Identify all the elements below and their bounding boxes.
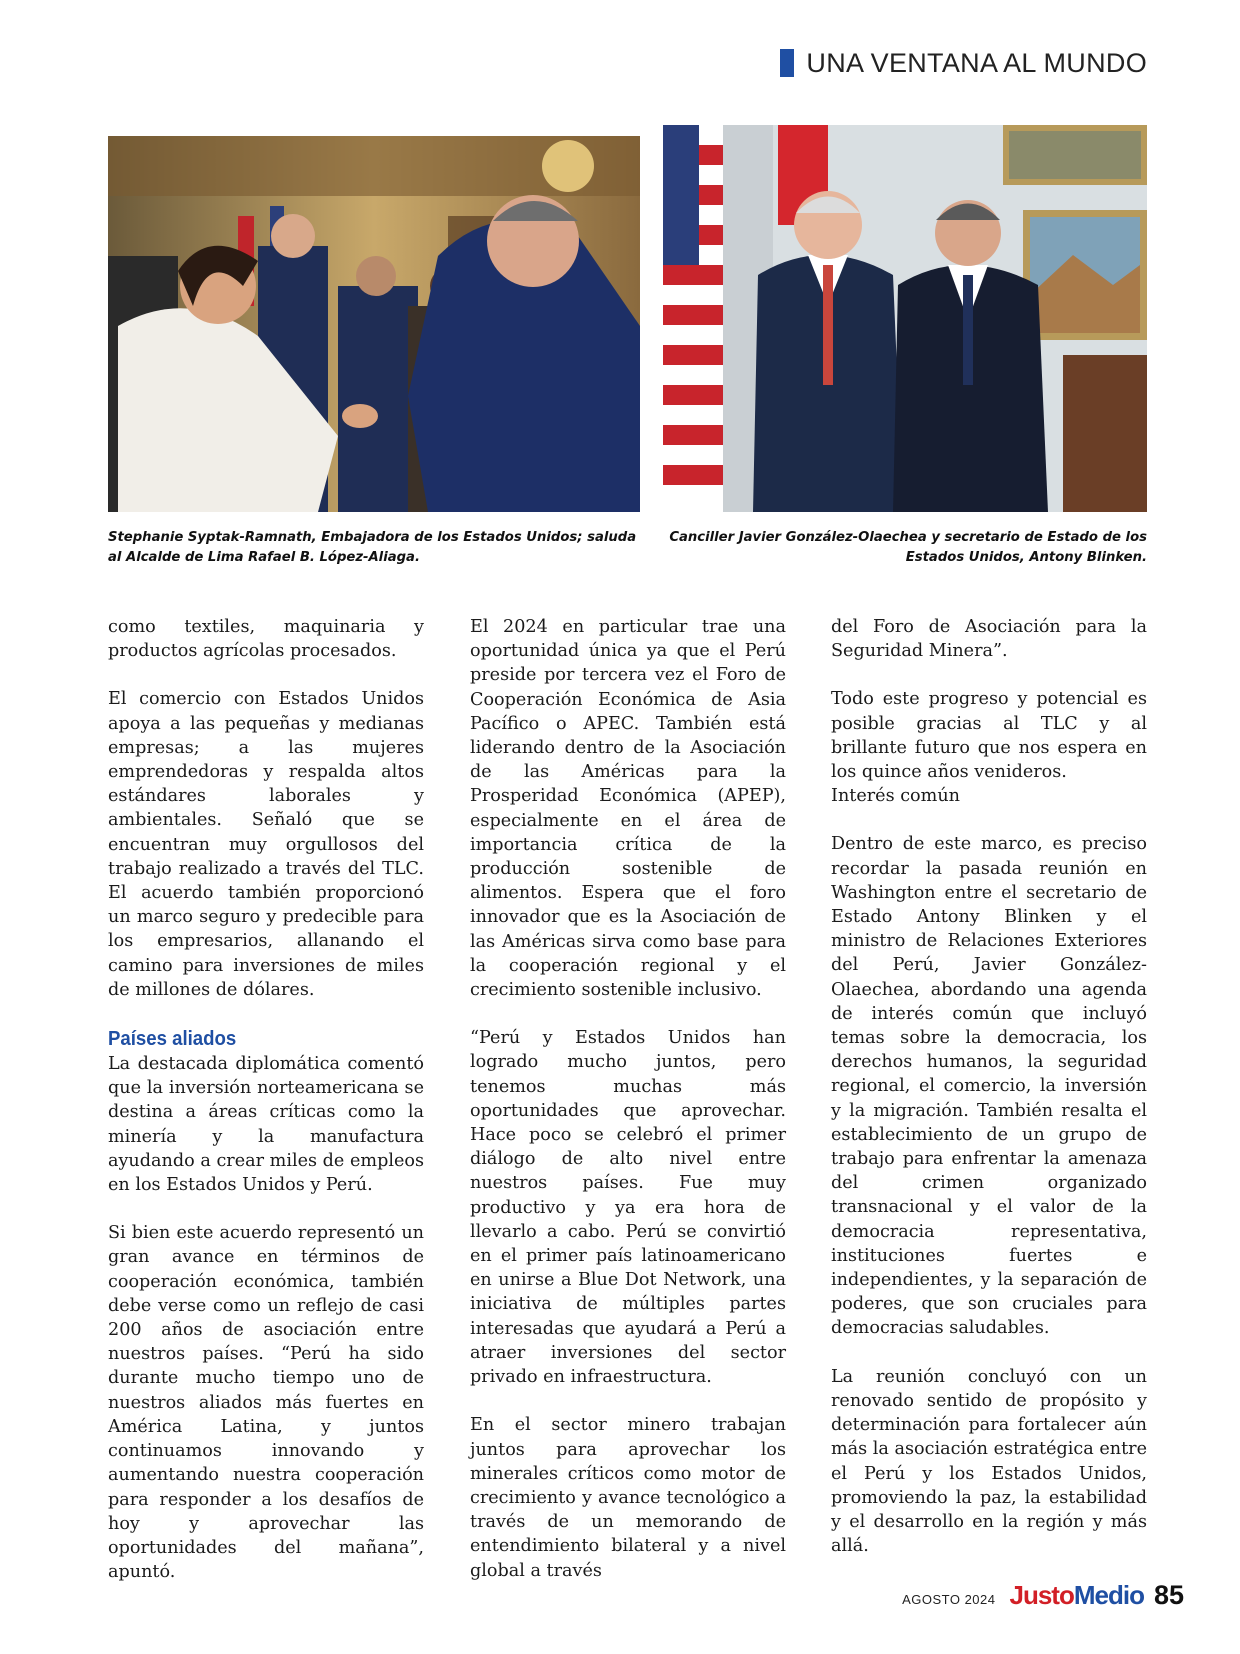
article-column-1 bbox=[108, 615, 424, 1608]
paragraph: Si bien este acuerdo representó un gran avance en términos de cooperación económica, también debe verse como un reflejo de casi 200 años de asociación entre nuestros países. “Perú ha sido durante mucho tiempo uno de nuestros aliados más fuertes en América Latina, y juntos continuamos innovando y aumentando nuestra cooperación para responder a los desafíos de hoy y aprovechar las oportunidades del mañana”, apuntó. bbox=[108, 1223, 424, 1583]
section-title: UNA VENTANA AL MUNDO bbox=[806, 47, 1147, 78]
paragraph: El 2024 en particular trae una oportunidad única ya que el Perú preside por tercera vez el Foro de Cooperación Económica de Asia Pacífico o APEC. También está liderando dentro de la Asociación de las Américas para la Prosperidad Económica (APEP), especialmente en el área de importancia crítica de la producción sostenible de alimentos. Espera que el foro innovador que es la Asociación de las Américas sirva como base para la cooperación regional y el crecimiento sostenible inclusivo. bbox=[470, 617, 786, 1001]
article-column-2 bbox=[470, 615, 786, 1607]
paragraph: La destacada diplomática comentó que la inversión norteamericana se destina a áreas críticas como la minería y la manufactura ayudando a crear miles de empleos en los Estados Unidos y Perú. bbox=[108, 1054, 424, 1196]
photo-handshake bbox=[108, 136, 640, 512]
logo-part-medio: Medio bbox=[1073, 1580, 1144, 1610]
photo-officials-with-flags bbox=[663, 125, 1147, 512]
subheading-paises-aliados: Países aliados bbox=[108, 1028, 237, 1051]
issue-date: AGOSTO 2024 bbox=[902, 1592, 996, 1607]
paragraph: La reunión concluyó con un renovado sentido de propósito y determinación para fortalecer aún más la asociación estratégica entre el Perú y los Estados Unidos, promoviendo la paz, la estabilidad y el desarrollo en la región y más allá. bbox=[831, 1366, 1147, 1557]
photo-caption-left: Stephanie Syptak-Ramnath, Embajadora de los Estados Unidos; saluda al Alcalde de Lima Rafael B. López-Aliaga. bbox=[108, 530, 637, 565]
paragraph: Todo este progreso y potencial es posible gracias al TLC y al brillante futuro que nos espera en los quince años venideros. bbox=[831, 689, 1147, 783]
paragraph: del Foro de Asociación para la Seguridad Minera”. bbox=[831, 617, 1147, 662]
paragraph: como textiles, maquinaria y productos agrícolas procesados. bbox=[108, 617, 424, 662]
section-marker bbox=[780, 49, 794, 77]
magazine-logo bbox=[1010, 1580, 1144, 1611]
paragraph: Dentro de este marco, es preciso recordar la pasada reunión en Washington entre el secretario de Estado Antony Blinken y el ministro de Relaciones Exteriores del Perú, Javier González-Olaechea, abordando una agenda de interés común que incluyó temas sobre la democracia, los derechos humanos, la seguridad regional, el comercio, la inversión y la migración. También resalta el establecimiento de un grupo de trabajo para enfrentar la amenaza del crimen organizado transnacional y el valor de la democracia representativa, instituciones fuertes e independientes, y la separación de poderes, que son cruciales para democracias saludables. bbox=[831, 834, 1147, 1339]
page-footer bbox=[902, 1580, 1184, 1620]
logo-part-justo: Justo bbox=[1009, 1580, 1074, 1610]
article-column-3 bbox=[831, 615, 1147, 1582]
subheading-interes-comun: Interés común bbox=[831, 786, 960, 807]
section-header bbox=[780, 46, 1147, 80]
paragraph: En el sector minero trabajan juntos para aprovechar los minerales críticos como motor de crecimiento y avance tecnológico a través de un memorando de entendimiento bilateral y a nivel global a través bbox=[470, 1415, 786, 1581]
photo-caption-right: Canciller Javier González-Olaechea y secretario de Estado de los Estados Unidos, Antony Blinken. bbox=[669, 530, 1147, 565]
paragraph: El comercio con Estados Unidos apoya a las pequeñas y medianas empresas; a las mujeres emprendedoras y respalda altos estándares laborales y ambientales. Señaló que se encuentran muy orgullosos del trabajo realizado a través del TLC. El acuerdo también proporcionó un marco seguro y predecible para los empresarios, allanando el camino para inversiones de miles de millones de dólares. bbox=[108, 689, 424, 1000]
page-number: 85 bbox=[1153, 1580, 1184, 1610]
paragraph: “Perú y Estados Unidos han logrado mucho juntos, pero tenemos muchas más oportunidades que aprovechar. Hace poco se celebró el primer diálogo de alto nivel entre nuestros países. Fue muy productivo y ya era hora de llevarlo a cabo. Perú se convirtió en el primer país latinoamericano en unirse a Blue Dot Network, una iniciativa de múltiples partes interesadas que ayudará a Perú a atraer inversiones del sector privado en infraestructura. bbox=[470, 1028, 786, 1388]
